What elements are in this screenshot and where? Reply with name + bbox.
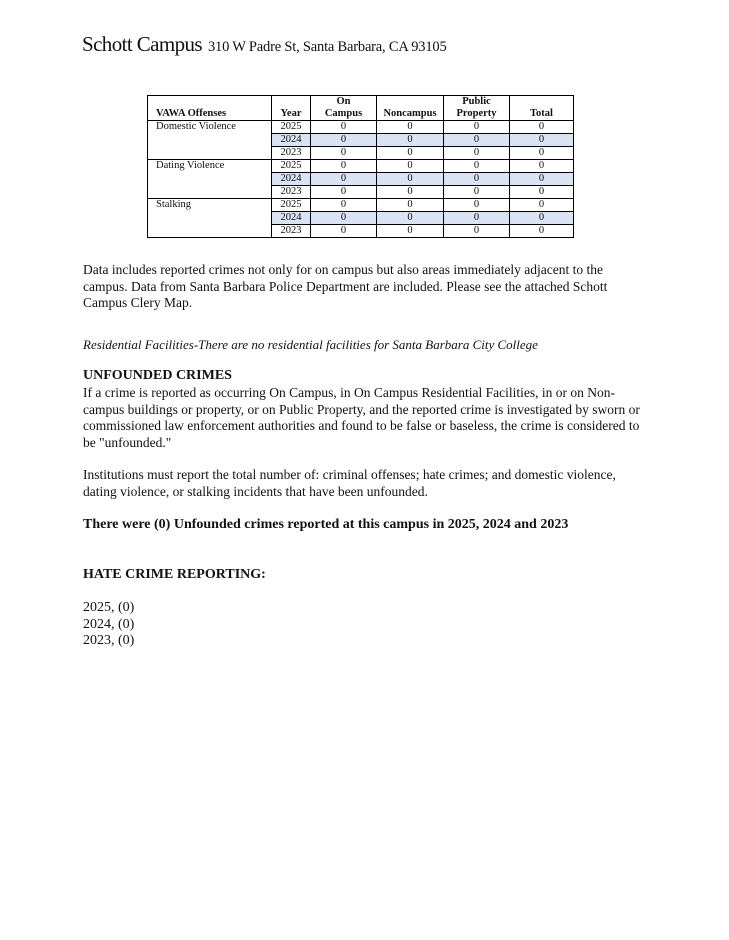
public-property-cell: 0 <box>444 134 510 147</box>
noncampus-cell: 0 <box>377 199 444 212</box>
table-row <box>148 199 574 212</box>
noncampus-cell: 0 <box>377 160 444 173</box>
on-campus-cell: 0 <box>311 173 377 186</box>
total-cell: 0 <box>510 173 574 186</box>
unfounded-crimes-heading: UNFOUNDED CRIMES <box>83 368 232 383</box>
list-item: 2024, (0) <box>83 616 135 632</box>
total-cell: 0 <box>510 212 574 225</box>
col-header-offenses: VAWA Offenses <box>148 96 272 121</box>
col-header-year: Year <box>272 96 311 121</box>
on-campus-cell: 0 <box>311 147 377 160</box>
unfounded-crimes-statement: There were (0) Unfounded crimes reported at this campus in 2025, 2024 and 2023 <box>83 517 569 532</box>
public-property-cell: 0 <box>444 160 510 173</box>
page-title <box>82 32 447 57</box>
public-property-cell: 0 <box>444 225 510 238</box>
total-cell: 0 <box>510 225 574 238</box>
table-row <box>148 160 574 173</box>
total-cell: 0 <box>510 199 574 212</box>
noncampus-cell: 0 <box>377 134 444 147</box>
year-cell: 2023 <box>272 186 311 199</box>
institutions-note: Institutions must report the total number of: criminal offenses; hate crimes; and domestic violence, dating violence, or stalking incidents that have been unfounded. <box>83 467 616 499</box>
offense-label: Stalking <box>148 199 272 238</box>
data-source-note: Data includes reported crimes not only for on campus but also areas immediately adjacent to the campus. Data from Santa Barbara Police Department are included. Please see the attached Schott Campus Clery Map. <box>83 262 608 310</box>
col-header-on-campus: On Campus <box>311 96 377 121</box>
public-property-cell: 0 <box>444 173 510 186</box>
table-row <box>148 121 574 134</box>
year-cell: 2025 <box>272 160 311 173</box>
noncampus-cell: 0 <box>377 225 444 238</box>
noncampus-cell: 0 <box>377 186 444 199</box>
col-header-total: Total <box>510 96 574 121</box>
public-property-cell: 0 <box>444 121 510 134</box>
year-cell: 2024 <box>272 212 311 225</box>
total-cell: 0 <box>510 121 574 134</box>
noncampus-cell: 0 <box>377 173 444 186</box>
public-property-cell: 0 <box>444 147 510 160</box>
on-campus-cell: 0 <box>311 186 377 199</box>
list-item: 2025, (0) <box>83 600 135 615</box>
total-cell: 0 <box>510 186 574 199</box>
hate-crime-list <box>83 600 134 650</box>
campus-name: Schott Campus <box>82 32 202 56</box>
on-campus-cell: 0 <box>311 225 377 238</box>
unfounded-crimes-definition: If a crime is reported as occurring On Campus, in On Campus Residential Facilities, in or on Non-campus buildings or property, or on Public Property, and the reported crime is investigated by sworn or commissioned law enforcement authorities and found to be false or baseless, the crime is considered to be "unfounded." <box>83 385 640 450</box>
on-campus-cell: 0 <box>311 212 377 225</box>
noncampus-cell: 0 <box>377 212 444 225</box>
campus-address: 310 W Padre St, Santa Barbara, CA 93105 <box>207 39 447 55</box>
residential-facilities-note: Residential Facilities-There are no residential facilities for Santa Barbara City College <box>83 337 538 352</box>
year-cell: 2023 <box>272 147 311 160</box>
year-cell: 2023 <box>272 225 311 238</box>
public-property-cell: 0 <box>444 199 510 212</box>
total-cell: 0 <box>510 134 574 147</box>
year-cell: 2025 <box>272 199 311 212</box>
total-cell: 0 <box>510 160 574 173</box>
offense-label: Dating Violence <box>148 160 272 199</box>
year-cell: 2024 <box>272 173 311 186</box>
on-campus-cell: 0 <box>311 134 377 147</box>
year-cell: 2025 <box>272 121 311 134</box>
col-header-noncampus: Noncampus <box>377 96 444 121</box>
offense-label: Domestic Violence <box>148 121 272 160</box>
total-cell: 0 <box>510 147 574 160</box>
list-item: 2023, (0) <box>83 633 135 648</box>
vawa-offenses-table <box>147 95 574 238</box>
on-campus-cell: 0 <box>311 160 377 173</box>
noncampus-cell: 0 <box>377 147 444 160</box>
year-cell: 2024 <box>272 134 311 147</box>
public-property-cell: 0 <box>444 212 510 225</box>
col-header-public-property: Public Property <box>444 96 510 121</box>
on-campus-cell: 0 <box>311 199 377 212</box>
public-property-cell: 0 <box>444 186 510 199</box>
noncampus-cell: 0 <box>377 121 444 134</box>
hate-crime-heading: HATE CRIME REPORTING: <box>83 567 266 582</box>
on-campus-cell: 0 <box>311 121 377 134</box>
table-header-row <box>148 96 574 121</box>
